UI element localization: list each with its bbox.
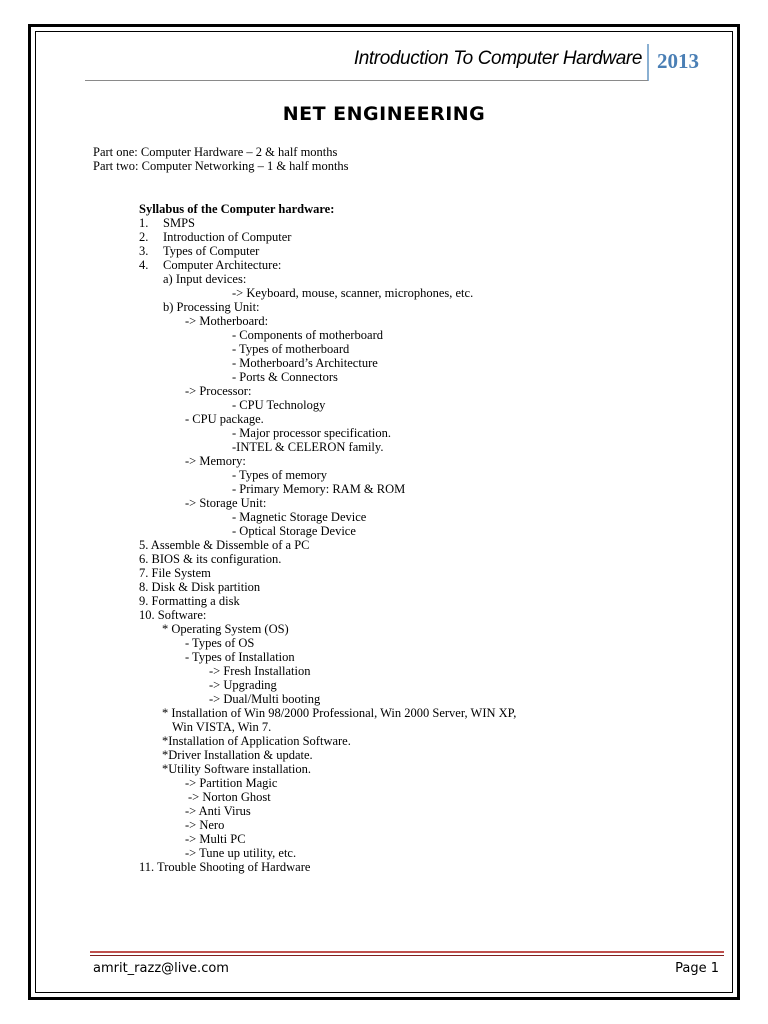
footer-rule xyxy=(90,951,724,953)
course-parts xyxy=(93,145,349,173)
syllabus-item-10: 10. Software: xyxy=(139,608,207,622)
utility-installation: *Utility Software installation. xyxy=(162,762,311,776)
part-two: Part two: Computer Networking – 1 & half months xyxy=(93,159,349,173)
processor-item: - CPU Technology xyxy=(232,398,326,412)
memory-item: - Primary Memory: RAM & ROM xyxy=(232,482,406,496)
syllabus-item-5: 5. Assemble & Dissemble of a PC xyxy=(139,538,310,552)
syllabus-item-8: 8. Disk & Disk partition xyxy=(139,580,261,594)
motherboard-item: - Ports & Connectors xyxy=(232,370,338,384)
storage-label: -> Storage Unit: xyxy=(185,496,267,510)
motherboard-item: - Components of motherboard xyxy=(232,328,384,342)
windows-installation: * Installation of Win 98/2000 Professional, Win 2000 Server, WIN XP, xyxy=(162,706,517,720)
utility-item: -> Nero xyxy=(185,818,225,832)
header-divider xyxy=(647,44,649,81)
installation-item: -> Fresh Installation xyxy=(209,664,311,678)
syllabus-heading: Syllabus of the Computer hardware: xyxy=(139,202,335,216)
storage-item: - Optical Storage Device xyxy=(232,524,356,538)
part-one: Part one: Computer Hardware – 2 & half months xyxy=(93,145,338,159)
types-of-os: - Types of OS xyxy=(185,636,255,650)
utility-item: -> Anti Virus xyxy=(185,804,251,818)
syllabus-item-11: 11. Trouble Shooting of Hardware xyxy=(139,860,311,874)
os-label: * Operating System (OS) xyxy=(162,622,289,636)
motherboard-item: - Types of motherboard xyxy=(232,342,350,356)
input-devices-item: -> Keyboard, mouse, scanner, microphones, etc. xyxy=(232,286,474,300)
footer-rule-thin xyxy=(90,955,724,956)
cpu-package-label: - CPU package. xyxy=(185,412,264,426)
input-devices-label: a) Input devices: xyxy=(163,272,247,286)
utility-item: -> Norton Ghost xyxy=(188,790,271,804)
header-year: 2013 xyxy=(657,49,699,73)
motherboard-item: - Motherboard’s Architecture xyxy=(232,356,378,370)
processing-unit-label: b) Processing Unit: xyxy=(163,300,260,314)
installation-item: -> Upgrading xyxy=(209,678,277,692)
memory-item: - Types of memory xyxy=(232,468,328,482)
installation-item: -> Dual/Multi booting xyxy=(209,692,321,706)
cpu-package-item: -INTEL & CELERON family. xyxy=(232,440,384,454)
utility-item: -> Tune up utility, etc. xyxy=(185,846,297,860)
cpu-package-item: - Major processor specification. xyxy=(232,426,391,440)
page-border-inner xyxy=(35,31,733,993)
utility-item: -> Partition Magic xyxy=(185,776,278,790)
syllabus-item-9: 9. Formatting a disk xyxy=(139,594,240,608)
syllabus-item-7: 7. File System xyxy=(139,566,211,580)
windows-installation-cont: Win VISTA, Win 7. xyxy=(172,720,272,734)
header-title: Introduction To Computer Hardware xyxy=(353,48,642,69)
syllabus-item-6: 6. BIOS & its configuration. xyxy=(139,552,282,566)
memory-label: -> Memory: xyxy=(185,454,246,468)
utility-item: -> Multi PC xyxy=(185,832,246,846)
motherboard-label: -> Motherboard: xyxy=(185,314,269,328)
page-number: Page 1 xyxy=(675,961,719,976)
types-of-installation: - Types of Installation xyxy=(185,650,295,664)
header-rule xyxy=(85,80,648,81)
driver-installation: *Driver Installation & update. xyxy=(162,748,313,762)
footer-email: amrit_razz@live.com xyxy=(93,961,229,976)
processor-label: -> Processor: xyxy=(185,384,252,398)
document-title: NET ENGINEERING xyxy=(282,103,486,125)
application-installation: *Installation of Application Software. xyxy=(162,734,351,748)
storage-item: - Magnetic Storage Device xyxy=(232,510,367,524)
